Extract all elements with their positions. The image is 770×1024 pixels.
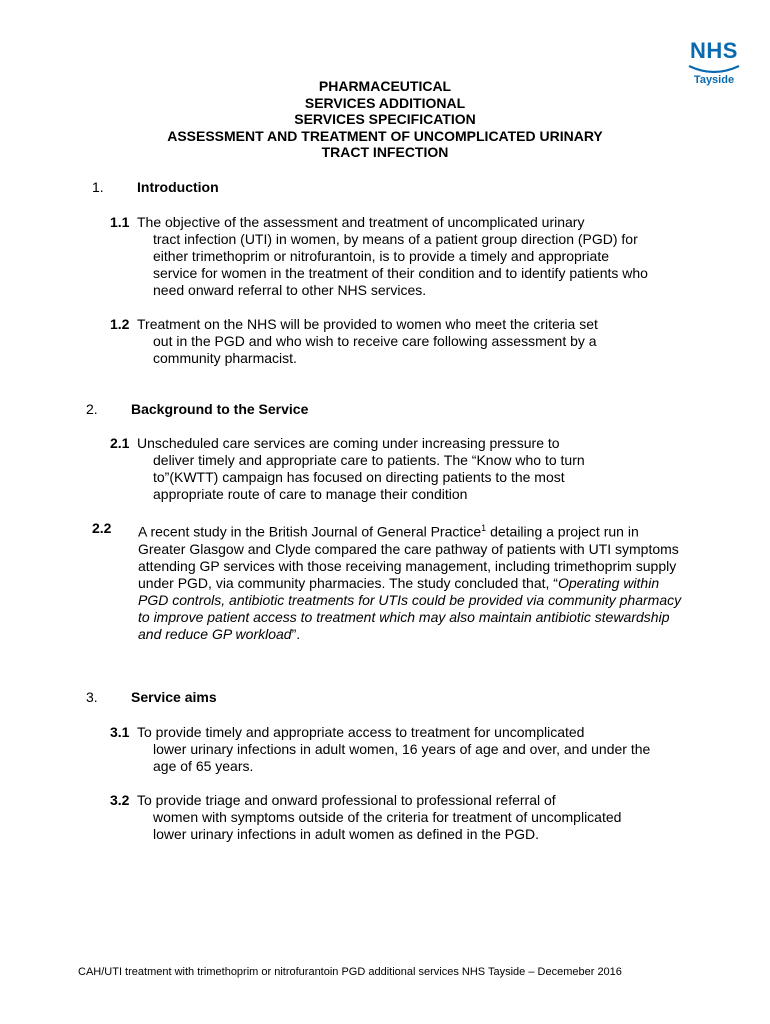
logo-wave-icon	[687, 64, 741, 74]
paragraph-first-line: Treatment on the NHS will be provided to women who meet the criteria set	[137, 316, 598, 332]
paragraph-body	[92, 520, 682, 643]
section-number: 2.	[86, 401, 98, 417]
paragraph-first-line: To provide timely and appropriate access to treatment for uncomplicated	[137, 724, 585, 740]
paragraph-body: out in the PGD and who wish to receive care following assessment by a community pharmacist.	[153, 333, 597, 366]
logo-region-text: Tayside	[693, 74, 735, 86]
section-number: 3.	[86, 689, 98, 705]
section-title: Background to the Service	[131, 401, 309, 417]
page-footer: CAH/UTI treatment with trimethoprim or nitrofurantoin PGD additional services NHS Tayside – Decemeber 2016	[78, 966, 622, 978]
paragraph-number: 2.1	[110, 435, 130, 451]
paragraph-body: lower urinary infections in adult women, 16 years of age and over, and under the age of 65 years.	[153, 741, 651, 774]
logo-nhs-text: NHS	[690, 38, 738, 63]
paragraph-first-line: The objective of the assessment and treatment of uncomplicated urinary	[137, 214, 585, 230]
paragraph-body: women with symptoms outside of the criteria for treatment of uncomplicated lower urinary infections in adult women as defined in the PGD.	[153, 809, 622, 842]
paragraph-lead: A recent study in the British Journal of General Practice	[138, 523, 482, 540]
quote-close: ”.	[291, 625, 301, 642]
paragraph-3-2	[110, 792, 670, 843]
paragraph-body: tract infection (UTI) in women, by means of a patient group direction (PGD) for either trimethoprim or nitrofurantoin, is to provide a timely and appropriate service for women in the treatment of their condition and to identify patients who need onward referral to other NHS services.	[153, 231, 648, 298]
paragraph-number: 3.1	[110, 724, 130, 740]
section-title: Service aims	[131, 689, 217, 705]
paragraph-number: 3.2	[110, 792, 130, 808]
document-title	[100, 78, 670, 161]
study-quote: Operating within PGD controls, antibiotic treatments for UTIs could be provided via community pharmacy to improve patient access to treatment which may also maintain antibiotic stewardship and reduce GP workload	[138, 574, 682, 642]
footnote-marker: 1	[481, 523, 487, 533]
title-line: PHARMACEUTICAL	[318, 78, 452, 94]
paragraph-first-line: To provide triage and onward professional to professional referral of	[137, 792, 556, 808]
title-line: TRACT INFECTION	[321, 144, 449, 160]
title-line: SERVICES SPECIFICATION	[294, 111, 476, 127]
paragraph-2-1	[110, 435, 670, 503]
paragraph-body: deliver timely and appropriate care to patients. The “Know who to turn to”(KWTT) campaign has focused on directing patients to the most appropriate route of care to manage their condition	[153, 452, 585, 502]
paragraph-1-2	[110, 316, 670, 367]
paragraph-first-line: Unscheduled care services are coming under increasing pressure to	[137, 435, 560, 451]
nhs-tayside-logo	[686, 38, 742, 94]
paragraph-text: detailing a project run in Greater Glasgow and Clyde compared the care pathway of patients with UTI symptoms attending GP services with those receiving management, including trimethoprim supply under PGD, via community pharmacies. The study concluded that, “	[138, 523, 679, 591]
paragraph-3-1	[110, 724, 670, 775]
paragraph-number: 2.2	[92, 520, 112, 536]
section-number: 1.	[92, 179, 104, 195]
paragraph-number: 1.2	[110, 316, 130, 332]
title-line: SERVICES ADDITIONAL	[304, 94, 466, 111]
title-line: ASSESSMENT AND TREATMENT OF UNCOMPLICATED URINARY	[167, 127, 603, 144]
section-title: Introduction	[137, 179, 219, 195]
paragraph-1-1	[110, 214, 670, 299]
paragraph-2-2	[92, 520, 682, 643]
paragraph-number: 1.1	[110, 214, 130, 230]
